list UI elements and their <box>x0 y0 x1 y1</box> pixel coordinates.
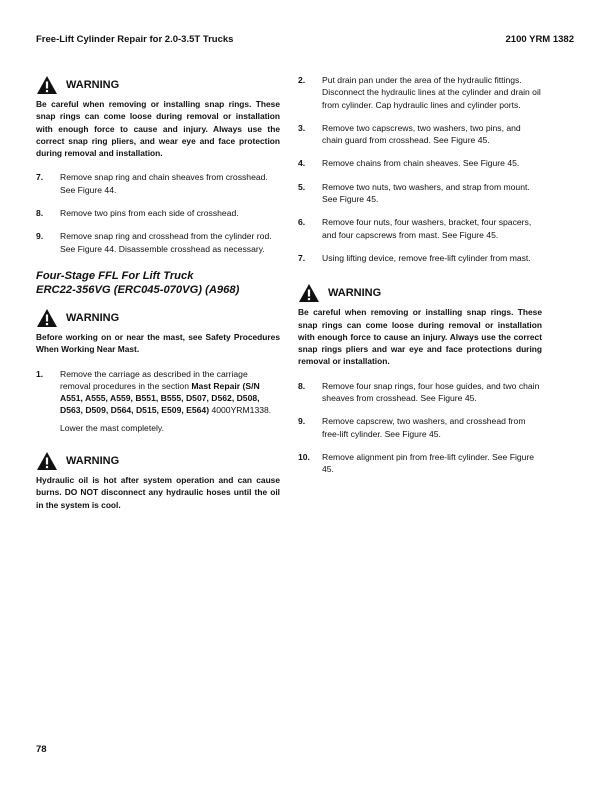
step-number: 4. <box>298 158 306 169</box>
step-text-part: Remove the carriage as described in the carriage removal procedures in the section <box>60 368 248 391</box>
warning-block-mast-safety <box>36 307 280 356</box>
warning-block-hot-oil <box>36 450 280 511</box>
step-row <box>36 368 280 417</box>
step-text: Remove two capscrews, two washers, two pins, and chain guard from crosshead. See Figure 45. <box>322 122 521 146</box>
warning-triangle-icon <box>36 75 58 95</box>
page-number: 78 <box>36 744 47 755</box>
step-item <box>298 181 542 206</box>
running-header-title: Free-Lift Cylinder Repair for 2.0-3.5T Trucks <box>36 34 234 45</box>
steps-list <box>298 74 542 264</box>
steps-list <box>36 171 280 254</box>
step-number: 2. <box>298 75 306 85</box>
section-title-line: Four-Stage FFL For Lift Truck <box>36 269 194 282</box>
step-number: 9. <box>36 231 44 242</box>
section-title-line: ERC22-356VG (ERC045-070VG) (A968) <box>36 283 240 296</box>
step-number: 7. <box>36 172 44 183</box>
step-number: 7. <box>298 252 306 263</box>
warning-triangle-icon <box>36 308 58 328</box>
step-text: Using lifting device, remove free-lift cylinder from mast. <box>322 252 531 263</box>
step-text: Remove snap ring and chain sheaves from crosshead. See Figure 44. <box>60 172 268 195</box>
step-number: 3. <box>298 122 306 133</box>
warning-heading <box>36 74 280 96</box>
warning-triangle-icon <box>298 283 320 303</box>
warning-label: WARNING <box>328 287 382 300</box>
step-number: 5. <box>298 181 306 192</box>
step-number: 8. <box>298 380 306 391</box>
step-text: Remove alignment pin from free-lift cylinder. See Figure 45. <box>322 451 535 475</box>
warning-heading <box>36 307 280 329</box>
step-text: Remove four nuts, four washers, bracket, four spacers, and four capscrews from mast. See Figure 45. <box>322 217 532 240</box>
running-header-doc-number: 2100 YRM 1382 <box>505 34 574 45</box>
steps-list <box>298 380 542 476</box>
step-text <box>60 368 280 417</box>
step-number: 6. <box>298 217 306 228</box>
step-number: 8. <box>36 208 44 219</box>
step-item <box>298 451 542 476</box>
section-heading <box>36 269 280 297</box>
warning-text: Hydraulic oil is hot after system operation and can cause burns. DO NOT disconnect any hydraulic hoses until the oil in the system is cool. <box>36 475 280 510</box>
step-item <box>298 157 542 169</box>
step-text: Remove snap ring and crosshead from the cylinder rod. See Figure 44. Disassemble crosshead as necessary. <box>60 231 272 254</box>
step-item <box>36 171 280 196</box>
step-item <box>298 415 542 440</box>
right-column <box>298 74 542 476</box>
warning-heading <box>36 450 280 472</box>
mast-repair-reference: Mast Repair (S/N A551, A555, A559, B551, B555, D507, D562, D508, D563, D509, D564, D515, E509, E564) <box>60 380 260 416</box>
step-item <box>298 216 542 241</box>
step-text: Put drain pan under the area of the hydraulic fittings. Disconnect the hydraulic lines at the cylinder and drain oil from cylinder. Cap hydraulic lines and cylinder ports. <box>322 75 541 110</box>
warning-text: Be careful when removing or installing snap rings. These snap rings can come loose during removal or installation with enough force to cause an injury. Always use the correct snap rings pliers and war eye and face protections during removal or installation. <box>298 307 542 367</box>
step-text: Remove chains from chain sheaves. See Figure 45. <box>322 158 520 169</box>
warning-block-snap-rings <box>36 74 280 159</box>
step-number: 10. <box>298 451 310 462</box>
step-text: Remove two pins from each side of crosshead. <box>60 208 239 219</box>
warning-label: WARNING <box>66 455 120 468</box>
warning-heading <box>298 282 542 304</box>
warning-block-snap-rings <box>298 282 542 367</box>
step-item <box>298 380 542 405</box>
step-item <box>36 207 280 219</box>
step-item <box>36 230 280 255</box>
warning-text: Before working on or near the mast, see Safety Procedures When Working Near Mast. <box>36 331 280 355</box>
warning-label: WARNING <box>66 79 120 91</box>
step-item <box>298 74 542 111</box>
step-item <box>36 368 280 434</box>
step-text: Remove two nuts, two washers, and strap from mount. See Figure 45. <box>322 181 530 205</box>
step-number: 9. <box>298 416 306 427</box>
step-item <box>298 122 542 147</box>
warning-triangle-icon <box>36 451 58 471</box>
step-subtext: Lower the mast completely. <box>60 422 164 433</box>
step-item <box>298 252 542 264</box>
warning-text: Be careful when removing or installing snap rings. These snap rings can come loose during removal or installation with enough force to cause and injury. Always use the correct snap ring pliers, and wear eye and face protection during removal and installation. <box>36 99 280 159</box>
left-column <box>36 74 280 511</box>
step-text: Remove four snap rings, four hose guides, and two chain sheaves from crosshead. See Figure 45. <box>322 380 540 404</box>
step-text-part: 4000YRM1338. <box>209 405 272 416</box>
step-number: 1. <box>36 368 44 379</box>
step-text: Remove capscrew, two washers, and crosshead from free-lift cylinder. See Figure 45. <box>322 416 526 439</box>
warning-label: WARNING <box>66 311 120 324</box>
